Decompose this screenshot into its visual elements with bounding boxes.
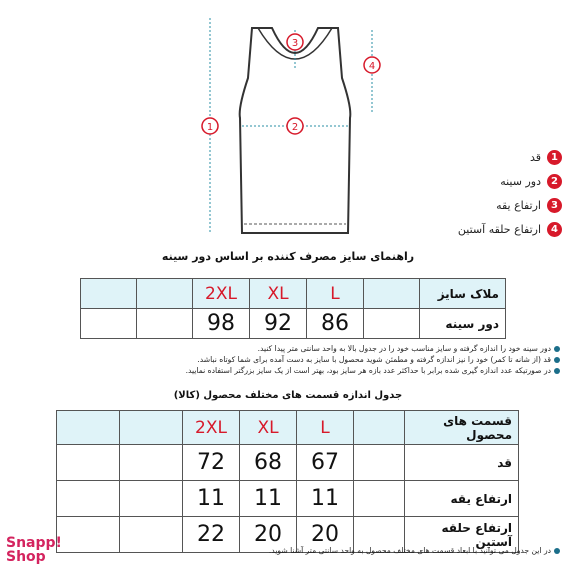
svg-text:1: 1 [206, 122, 214, 133]
size-cell: XL [240, 411, 297, 445]
tank-top-diagram [180, 8, 410, 248]
legend-label: ارتفاع حلقه آستین [457, 223, 541, 236]
size-cell: 2XL [193, 279, 250, 309]
value-cell: 20 [240, 517, 297, 553]
row-label: ارتفاع یقه [405, 481, 519, 517]
value-cell: 11 [297, 481, 354, 517]
legend-label: قد [529, 151, 541, 164]
row-label: قد [405, 445, 519, 481]
table-row [57, 445, 519, 481]
value-cell: 68 [240, 445, 297, 481]
legend-item-4 [458, 222, 562, 237]
footnote: در این جدول می توانید با ابعاد قسمت های مختلف محصول به واحد سانتی متر آشنا شوید. [269, 546, 560, 555]
note-item: قد (از شانه تا کمر) خود را نیز اندازه گرفته و مطمئن شوید محصول با سایز به دست آمده برای شما کوتاه نباشد. [60, 354, 560, 365]
value-cell: 20 [297, 517, 354, 553]
legend-badge: 2 [547, 174, 562, 189]
legend-badge: 1 [547, 150, 562, 165]
table-row [81, 309, 506, 339]
size-cell: L [307, 279, 364, 309]
header-label: قسمت های محصول [405, 411, 519, 445]
size-guide-title: راهنمای سایز مصرف کننده بر اساس دور سینه [161, 250, 415, 263]
note-item: در صورتیکه عدد اندازه گیری شده برابر با حداکثر عدد بازه هر سایز بود، بهتر است از یک سایز بزرگتر استفاده نمایید. [60, 365, 560, 376]
legend-label: دور سینه [500, 175, 541, 188]
size-cell: L [297, 411, 354, 445]
marker-4 [364, 57, 380, 73]
value-cell: 22 [183, 517, 240, 553]
value-cell: 92 [250, 309, 307, 339]
value-cell: 72 [183, 445, 240, 481]
marker-2 [287, 118, 303, 134]
svg-text:4: 4 [368, 61, 376, 72]
size-cell: 2XL [183, 411, 240, 445]
legend-badge: 3 [547, 198, 562, 213]
value-cell: 86 [307, 309, 364, 339]
svg-text:3: 3 [291, 38, 299, 49]
product-size-table [56, 410, 519, 553]
notes [60, 343, 560, 376]
size-cell: XL [250, 279, 307, 309]
row-label: ملاک سایز [420, 279, 506, 309]
bullet-icon [554, 357, 560, 363]
value-cell: 98 [193, 309, 250, 339]
legend-item-2 [500, 174, 562, 189]
row-label: دور سینه [420, 309, 506, 339]
product-size-title: جدول اندازه قسمت های مختلف محصول (کالا) [173, 390, 403, 401]
table-row [57, 411, 519, 445]
marker-3 [287, 34, 303, 50]
note-item: دور سینه خود را اندازه گرفته و سایز مناسب خود را در جدول بالا به واحد سانتی متر پیدا کنید. [60, 343, 560, 354]
row-label: ارتفاع حلقه آستین [405, 517, 519, 553]
size-guide-table [80, 278, 506, 339]
table-row [81, 279, 506, 309]
legend-item-1 [530, 150, 562, 165]
bullet-icon [554, 368, 560, 374]
legend-item-3 [496, 198, 562, 213]
value-cell: 11 [183, 481, 240, 517]
table-row [57, 481, 519, 517]
value-cell: 67 [297, 445, 354, 481]
legend-badge: 4 [547, 222, 562, 237]
bullet-icon [554, 346, 560, 352]
legend-label: ارتفاع یقه [496, 199, 541, 212]
marker-1 [202, 118, 218, 134]
bullet-icon [554, 548, 560, 554]
value-cell: 11 [240, 481, 297, 517]
snapp-shop-logo: Snapp! Shop [6, 535, 62, 565]
svg-text:2: 2 [291, 122, 299, 133]
